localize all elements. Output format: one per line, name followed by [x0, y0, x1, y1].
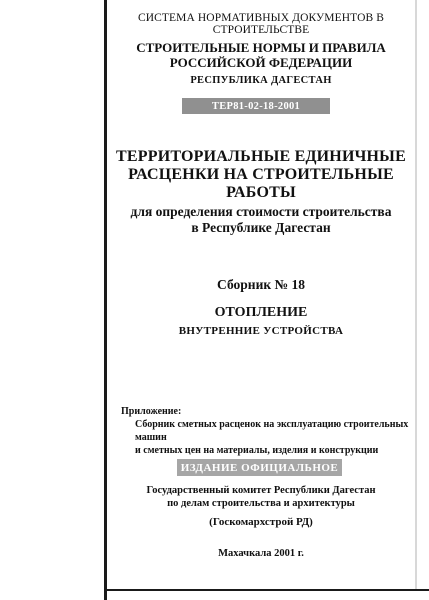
appendix-block: [121, 405, 411, 457]
snip-line-2: РОССИЙСКОЙ ФЕДЕРАЦИИ: [169, 55, 353, 70]
snip-heading: [107, 40, 415, 70]
subtitle: [107, 204, 415, 235]
publisher-block: [107, 484, 415, 510]
subtitle-line-1: для определения стоимости строительства: [130, 204, 392, 219]
publisher-abbreviation: (Госкомархстрой РД): [209, 516, 313, 528]
publisher-line-2: по делам строительства и архитектуры: [167, 498, 355, 509]
republic-label: РЕСПУБЛИКА ДАГЕСТАН: [190, 75, 332, 86]
cover-frame-bottom-border: [104, 589, 429, 591]
appendix-line-2: и сметных цен на материалы, изделия и конструкции: [135, 445, 379, 456]
appendix-label: Приложение:: [121, 406, 182, 417]
collection-number: Сборник № 18: [217, 277, 305, 292]
publisher-line-1: Государственный комитет Республики Дагестан: [146, 485, 376, 496]
city-year: Махачкала 2001 г.: [218, 548, 304, 559]
title-line-1: ТЕРРИТОРИАЛЬНЫЕ ЕДИНИЧНЫЕ: [116, 148, 406, 165]
title-line-2: РАСЦЕНКИ НА СТРОИТЕЛЬНЫЕ: [128, 166, 394, 183]
document-code: ТЕР81-02-18-2001: [211, 100, 301, 112]
collection-name: ОТОПЛЕНИЕ: [214, 305, 308, 320]
main-title: [107, 148, 415, 202]
cover-frame-right-edge: [415, 0, 417, 591]
appendix-line-1: Сборник сметных расценок на эксплуатацию строительных машин: [135, 419, 409, 443]
official-edition-bar: [177, 459, 342, 476]
document-code-bar: [182, 98, 330, 114]
official-edition-label: ИЗДАНИЕ ОФИЦИАЛЬНОЕ: [180, 461, 339, 474]
snip-line-1: СТРОИТЕЛЬНЫЕ НОРМЫ И ПРАВИЛА: [136, 40, 386, 55]
system-header: СИСТЕМА НОРМАТИВНЫХ ДОКУМЕНТОВ В СТРОИТЕЛЬСТВЕ: [137, 12, 385, 36]
collection-subname: ВНУТРЕННИЕ УСТРОЙСТВА: [178, 325, 344, 337]
cover-frame-left-border: [104, 0, 429, 600]
subtitle-line-2: в Республике Дагестан: [191, 219, 331, 235]
left-margin: [0, 0, 104, 600]
title-line-3: РАБОТЫ: [226, 184, 296, 201]
